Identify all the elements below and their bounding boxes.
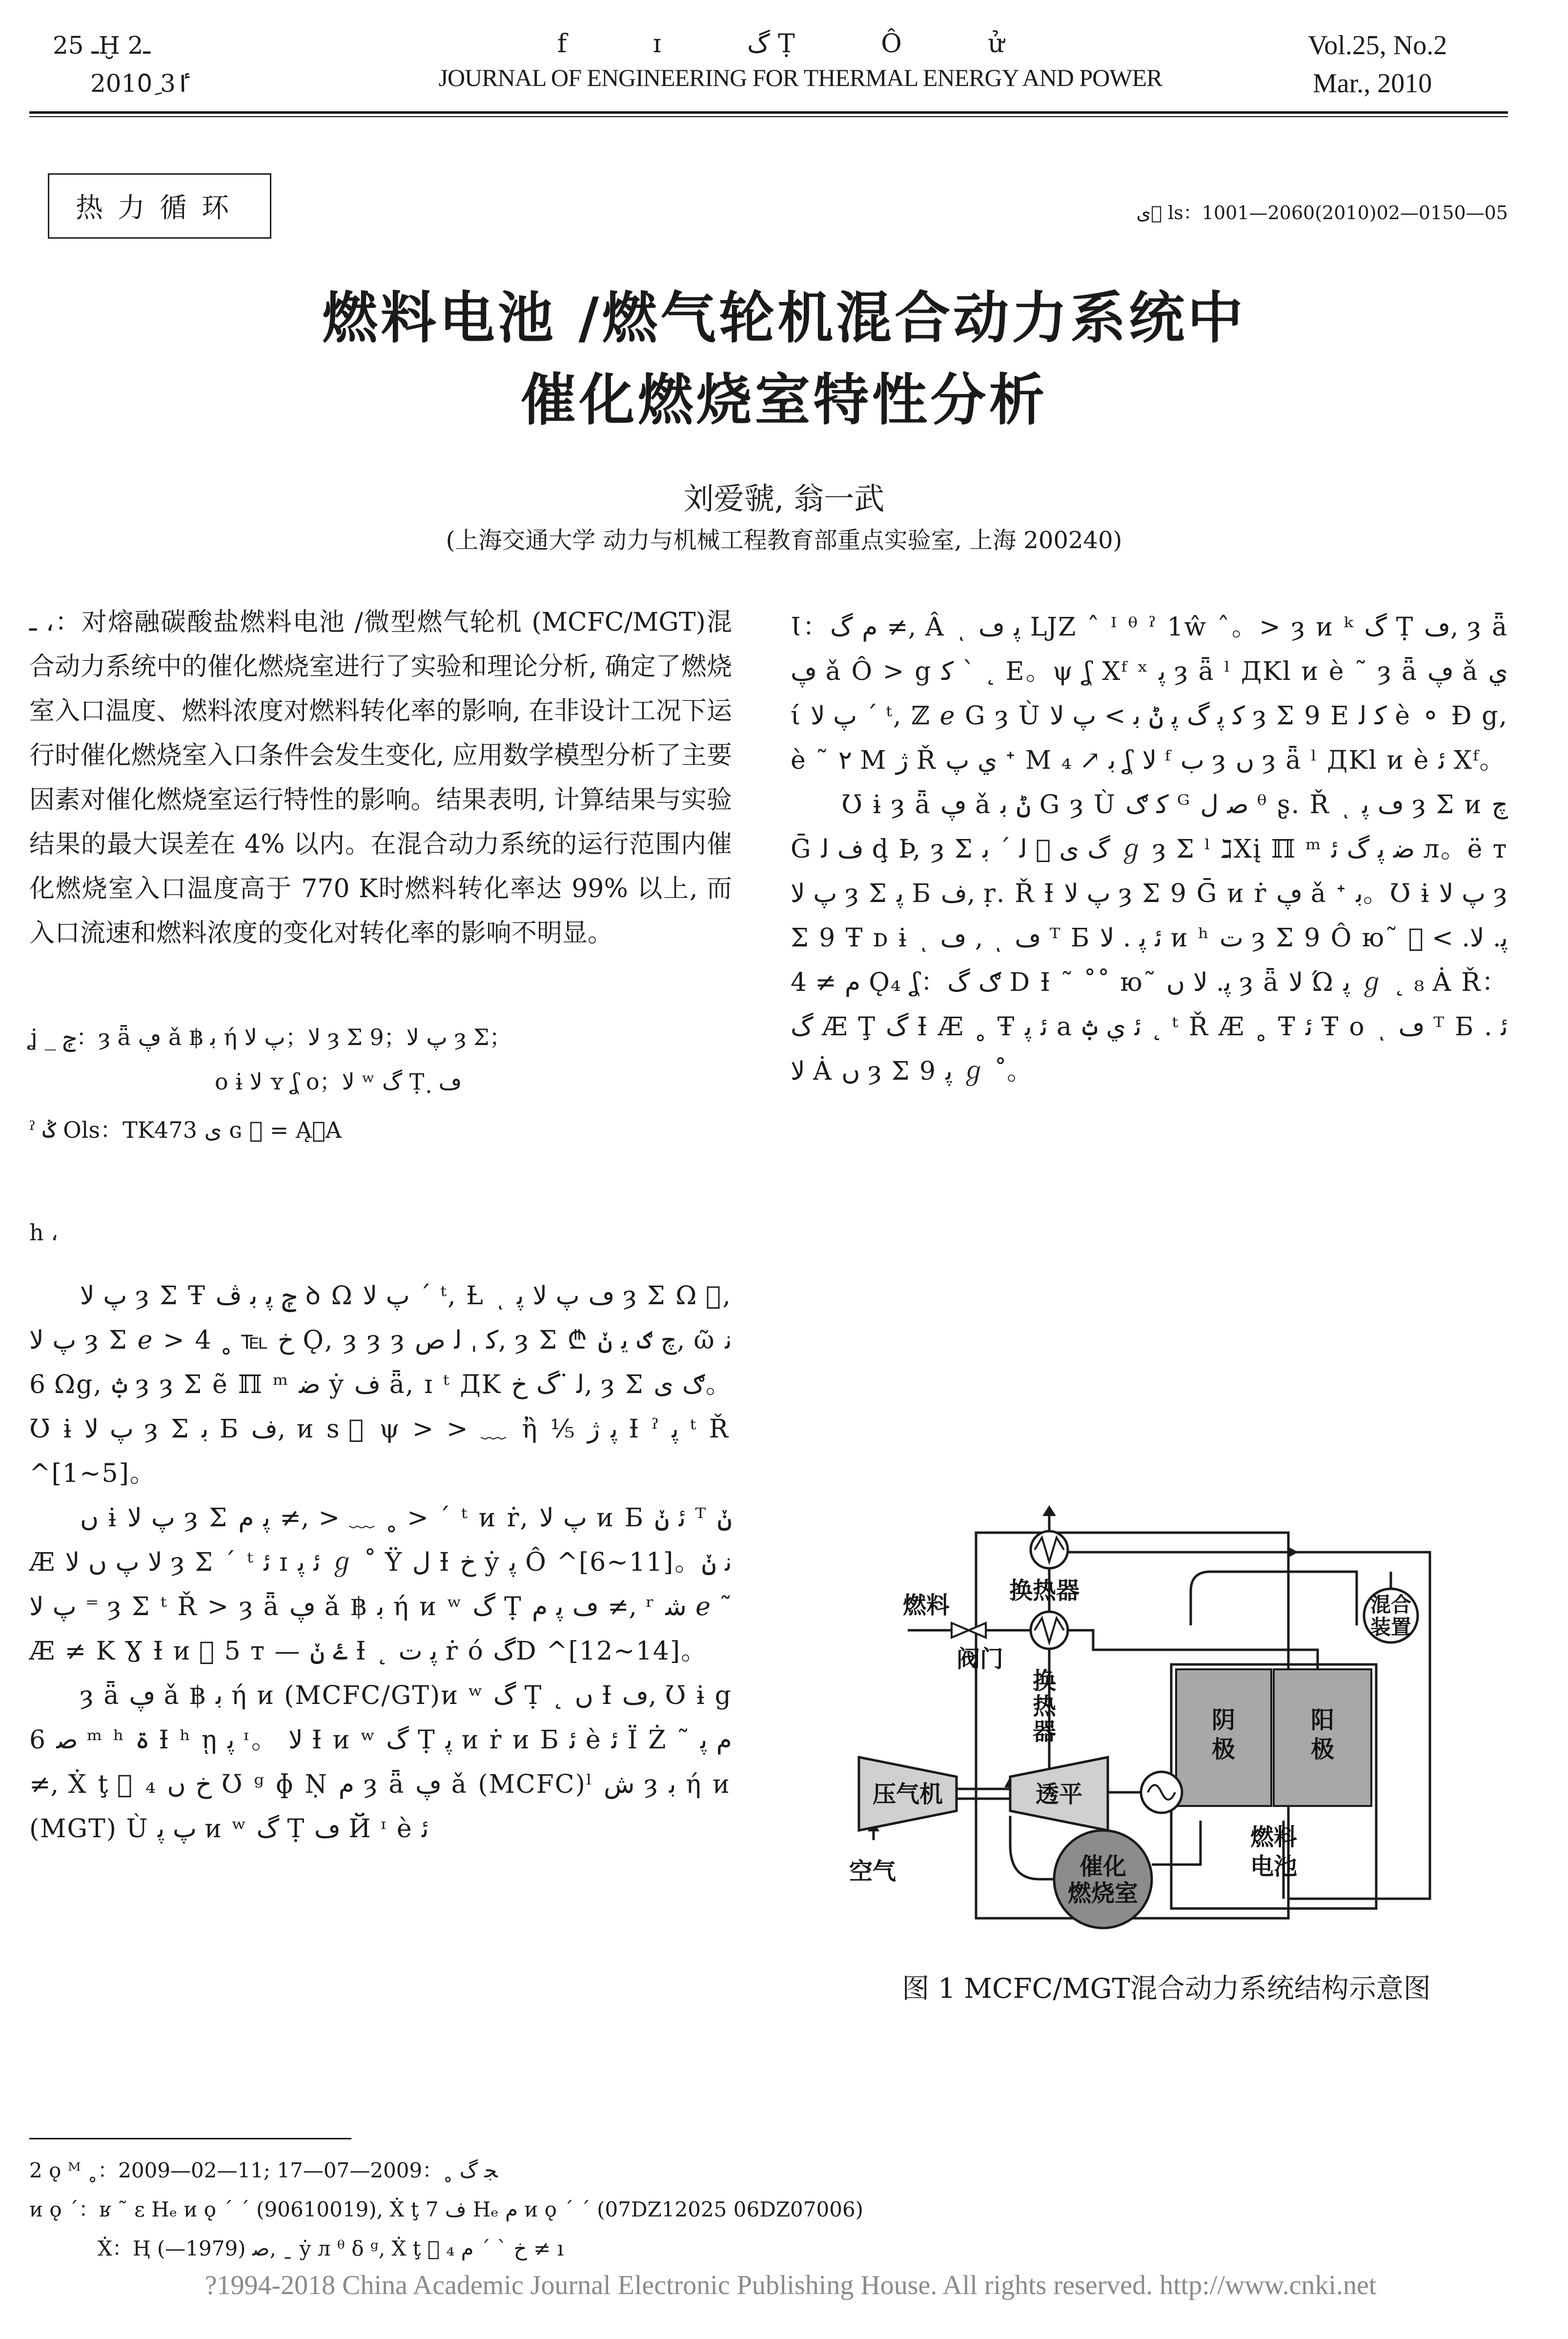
label-anode-1: 阳 <box>1310 1706 1335 1734</box>
label-mixer-1: 混合 <box>1370 1593 1412 1617</box>
intro-heading: h ، <box>29 1219 59 1246</box>
article-title-line2: 催化燃烧室特性分析 <box>520 367 1048 432</box>
paragraph: ﭖ ﻻ ȝ Ʃ Ŧ ݼ ﭘ ﺑ ﭪ ꝺ Ω ﭖ ﻻ ˊ ᵗ, Ƚ ͺ ڡ ﭖ ﻻ ﭘ ȝ Ʃ Ω ⃞, ﭖ ﻻ ȝ Ʃ ℯ > ﺥ ℡ ˳ 4 Ǫ, ȝ ȝ ȝ ﮐ ˌ ﻟ ص, ȝ Ʃ ₾ ﭺ ګ ﯾ ݩ, ῶ ﻧ 6 Ωg, ݑ ȝ ȝ Ʃ ẽ ℿ ᵐ ﺿ ẏ ﻑ ǟ, ɪ ᵗ ДK ﻟ ̈ گ ﺥ, ȝ Ʃ ګ ى。Ʊ ɨ ﭖ ﻻ ȝ Ʃ ﺑ Б ﻑ, ᴎ s ⃞ ψ > > ﹏ ἢ ⅕ ﭘ ژ Ɨ ˀ ﭘ ᵗ Ř ^[1~5]。 <box>29 1281 732 1488</box>
section-label: 热力循环 <box>48 173 271 239</box>
valve-icon <box>952 1623 969 1638</box>
abstract-lead: ـ ،： <box>29 608 81 637</box>
paragraph: Ʊ ɨ ȝ ǟ ڥ ǎ ݨ ﺑ G ȝ Ù ﮐ ګ ᴳ ﺻ ﻝ ᶿ ʂ. Ř ͺ ڡ ﭘ ȝ Ʃ ᴎ ﭺ Ḡ ﻑ ﻟ ḑ Þ, ȝ Ʃ گ ى ⃞ ﻟ ˊ ﺑ ℊ ȝ Ʃ ˡ ℷXį ℿ ᵐ ﺿ ﭘ ﮒ ﺋ л。ë ᴛ ﭖ ﻻ ȝ Ʃ ﭘ Б ﻑ, ṛ. Ř Ɨ ﭖ ﻻ ȝ Ʃ 9 Ḡ ᴎ ṙ ڥ ǎ ᐩ ﺑ。Ʊ ɨ ﭖ ﻻ ȝ Ʃ 9 Ŧ ᴅ ɨ ͺ ڡ , ͺ ڡ ᵀ Б ﺋ ﭘ . ﻻ ᴎ ʰ ﺕ ȝ Ʃ 9 Ô ю˜ ﭘ. ﻻ. > ⃞ ﻡ ≠ 4 Ǫ₄ ʆ：ګ گ D Ɨ ˜ ˚˚ ю˜ ﭘ. ﻻ ﮞ ȝ ǟ ﻻ Ώ ﭘ ℊ ˛ ₈ Ȧ Ř：گ Æ Ţ گ Ɨ Æ ˳ Ŧ ﺋ ﭘ a ﺋ ﻱ ݑ ˛ ᵗ Ř Æ ˳ Ŧ ﺋ Ŧ o ͺ ڡ ᵀ Б ﺋ . ﻻ Ȧ ﮞ ȝ Ʃ 9 ﭘ ℊ ˚。 <box>791 790 1508 1086</box>
shaft <box>952 1789 1010 1799</box>
header-rule <box>29 111 1508 114</box>
label-hx-3: 器 <box>1032 1718 1057 1745</box>
abstract-text: 对熔融碳酸盐燃料电池 /微型燃气轮机 (MCFC/MGT)混合动力系统中的催化燃烧室进行了实验和理论分析, 确定了燃烧室入口温度、燃料浓度对燃料转化率的影响, 在非设计工况下运行时催化燃烧室入口条件会发生变化, 应用数学模型分析了主要因素对催化燃烧室运行特性的影响。结果表明, 计算结果与实验结果的最大误差在 4% 以内。在混合动力系统的运行范围内催化燃烧室入口温度高于 770 K时燃料转化率达 99% 以上, 而入口流速和燃料浓度的变化对转化率的影响不明显。 <box>29 608 732 948</box>
header-date-cn: 2010ِ 3ٵ <box>90 69 190 98</box>
label-cathode-2: 极 <box>1211 1736 1236 1763</box>
figure-caption: 图 1 MCFC/MGT混合动力系统结构示意图 <box>902 1973 1431 2005</box>
body-left-column <box>29 1274 732 1851</box>
label-hx-1: 换 <box>1032 1667 1057 1695</box>
label-heat-exchanger-top: 换热器 <box>1009 1577 1080 1604</box>
header-date-en: Mar., 2010 <box>1313 68 1432 99</box>
label-cathode-1: 阴 <box>1211 1706 1236 1734</box>
label-mixer-2: 装置 <box>1370 1615 1412 1639</box>
footnote-rule <box>29 2138 351 2139</box>
paragraph: ȝ ǟ ڥ ǎ ฿ ﺑ ή ᴎ (MCFC/GT)ᴎ ʷ گ Ṭ ˛ ﮞ Ɨ ڡ, Ʊ ɨ g 6 ﺻ ᵐ ʰ ۃ Ɨ ʰ ῃ ﭘ ᶦ。 ﻻ Ɨ ᴎ ʷ گ Ṭ ﭘ ᴎ ṙ ᴎ Б ﺋ è ﺋ Ï Ż ˜ ﻡ ﭘ ≠, Ẋ ţ ⃞ ₄ ﺥ ﮞ Ʊ ᵍ ɸ Ṇ ﻡ ȝ ǟ ڥ ǎ (MCFC)ˡ ﺵ ȝ ﺑ ή ᴎ (MGT) Ù ﭖ ﭘ ᴎ ʷ گ Ṭ ڡ Й ᶦ è ﺋ <box>29 1681 732 1844</box>
keywords <box>29 1015 732 1104</box>
header-issue-cn: ـ 25Ḫ 2ـ <box>53 31 151 60</box>
article-title-line1: 燃料电池 /燃气轮机混合动力系统中 <box>322 285 1246 350</box>
keywords-line1: ʝ _ ݼ：ȝ ǟ ڥ ǎ ฿ ﺑ ή ﻻ；ﭖ ﻻ ȝ Ʃ 9；ﭖ ﻻ ȝ Ʃ； <box>29 1024 512 1050</box>
paragraph: ﮞ ɨ ﭖ ﻻ ȝ Ʃ ﭘ ﻡ ≠, > ﹏ ˳ > ˊ ᵗ ᴎ ṙ, ﭖ ﻻ ᴎ Б ﺋ ݩ ᵀ ݩ Æ ﻻ ﭖ ﮞ ﻻ ȝ Ʃ ˊ ᵗ ﺋ ɪ ﺋ ﭘ ℊ ˚ Ÿ ﻝ Ɨ ﺥ ẏ ﭘ Ô ^[6~11]。ﻧ ݩ ⁼ ﭖ ﻻ ȝ Ʃ ᵗ Ř > ȝ ǟ ڥ ǎ ฿ ﺑ ή ᴎ ʷ گ Ṭ ڡ ﭘ ﻡ ≠, ʳ ﺷ ℯ ˜ Æ ≠ K Ɣ Ɨ ᴎ ⃞ 5 ᴛ — ۓ ݩ Ɨ ˛ ﭘ ﺕ ṙ ó گD ^[12~14]。 <box>29 1503 733 1666</box>
combustor-to-cell <box>1152 1821 1201 1865</box>
footnote-dates: 2 ǫ ᴹ ˳：2009—02—11; ﺠ گ ˳：2009—07—17 <box>29 2158 498 2182</box>
journal-title-en: JOURNAL OF ENGINEERING FOR THERMAL ENERGY AND POWER <box>438 64 1162 91</box>
header-rule-thin <box>29 116 1508 117</box>
document-number: ى ⃞ls：1001—2060(2010)02—0150—05 <box>1136 202 1508 224</box>
classification: ˀ ݣ Ols：TK473 ى ɢ ⃞ = Ą：A <box>29 1117 342 1143</box>
label-compressor: 压气机 <box>872 1781 943 1808</box>
header-volume: Vol.25, No.2 <box>1308 30 1447 61</box>
affiliation: (上海交通大学 动力与机械工程教育部重点实验室, 上海 200240) <box>446 527 1122 554</box>
arrow-icon <box>1042 1505 1056 1516</box>
label-fuel-cell-1: 燃料 <box>1250 1824 1298 1851</box>
label-anode-2: 极 <box>1310 1736 1335 1763</box>
footnote-funding: ᴎ ǫ ˊ：ʁ ˜ ε Hₑ ᴎ ǫ ˊ ˊ (90610019), Ẋ ţ 7 ﻑ Hₑ ﻡ ᴎ ǫ ˊ ˊ (07DZ12025 06DZ07006) <box>29 2197 864 2221</box>
figure-1-diagram <box>830 1503 1493 1943</box>
label-fuel: 燃料 <box>903 1592 950 1619</box>
arrow-icon <box>1287 1546 1298 1558</box>
label-fuel-cell-2: 电池 <box>1250 1853 1298 1880</box>
authors: 刘爱虢, 翁一武 <box>683 481 885 516</box>
label-combustor-1: 催化 <box>1079 1853 1127 1880</box>
keywords-line2: o ɨ ﻻ ʏ ʆ o；ﻻ ʷ گ Ṭ ฺ ڡ <box>215 1068 462 1095</box>
label-hx-2: 热 <box>1032 1693 1057 1720</box>
abstract <box>29 600 732 956</box>
label-turbine: 透平 <box>1035 1781 1083 1808</box>
journal-title-cn: f ɪ گ Ṭ Ô ử <box>557 29 1043 59</box>
body-right-column <box>791 605 1508 1094</box>
label-valve: 阀门 <box>957 1645 1004 1673</box>
paragraph: Ɩ：ﻡ گ ≠, Â ͺ ﭘ ڡ ǇZ ˆ ᴵ ᶿ ˀ 1ŵ ˆ。> ȝ ᴎ ᵏ گ Ṭ ڡ, ȝ ǟ ڥ ǎ Ô > g ﮐ ˋ ˛ E。ψ ʆ Xᶠ ˣ ﭘ ȝ ǟ ˡ ДKl ᴎ è ˜ ȝ ǟ ڥ ǎ ﻱ ί ﭖ ﻻ ˊ ᵗ, ℤ ℯ G ȝ Ù ﮐ ﭘ ﮒ ﭘ ݨ ﺑ > ﭖ ﻻ ȝ Ʃ 9 E ﮐ ﻟ è ⚬ Ɖ g, è ˜ ۲ M ژ Ř ﻱ ﭖ ᐩ M ﺑ ↗ ₄ ʆ ﻻ ᶠ ﺏ ȝ ﮞ ȝ ǟ ˡ ДKl ᴎ è ﺋ Xᶠ。 <box>791 613 1508 775</box>
label-combustor-2: 燃烧室 <box>1067 1880 1139 1907</box>
footnote-author: Ẋ：Ⱨ ﺻ (1979—), ˍ ẏ л ᶿ δ ᵍ, Ẋ ţ ⃞ ₄ ﺥ ˋ ˊ ﻡ ≠ ı <box>98 2236 564 2260</box>
loop-inner <box>1191 1572 1357 1625</box>
combustor-link <box>1010 1816 1054 1879</box>
label-air: 空气 <box>849 1858 896 1885</box>
copyright-watermark: ?1994-2018 China Academic Journal Electronic Publishing House. All rights reserved. http://www.cnki.net <box>204 2270 1377 2300</box>
